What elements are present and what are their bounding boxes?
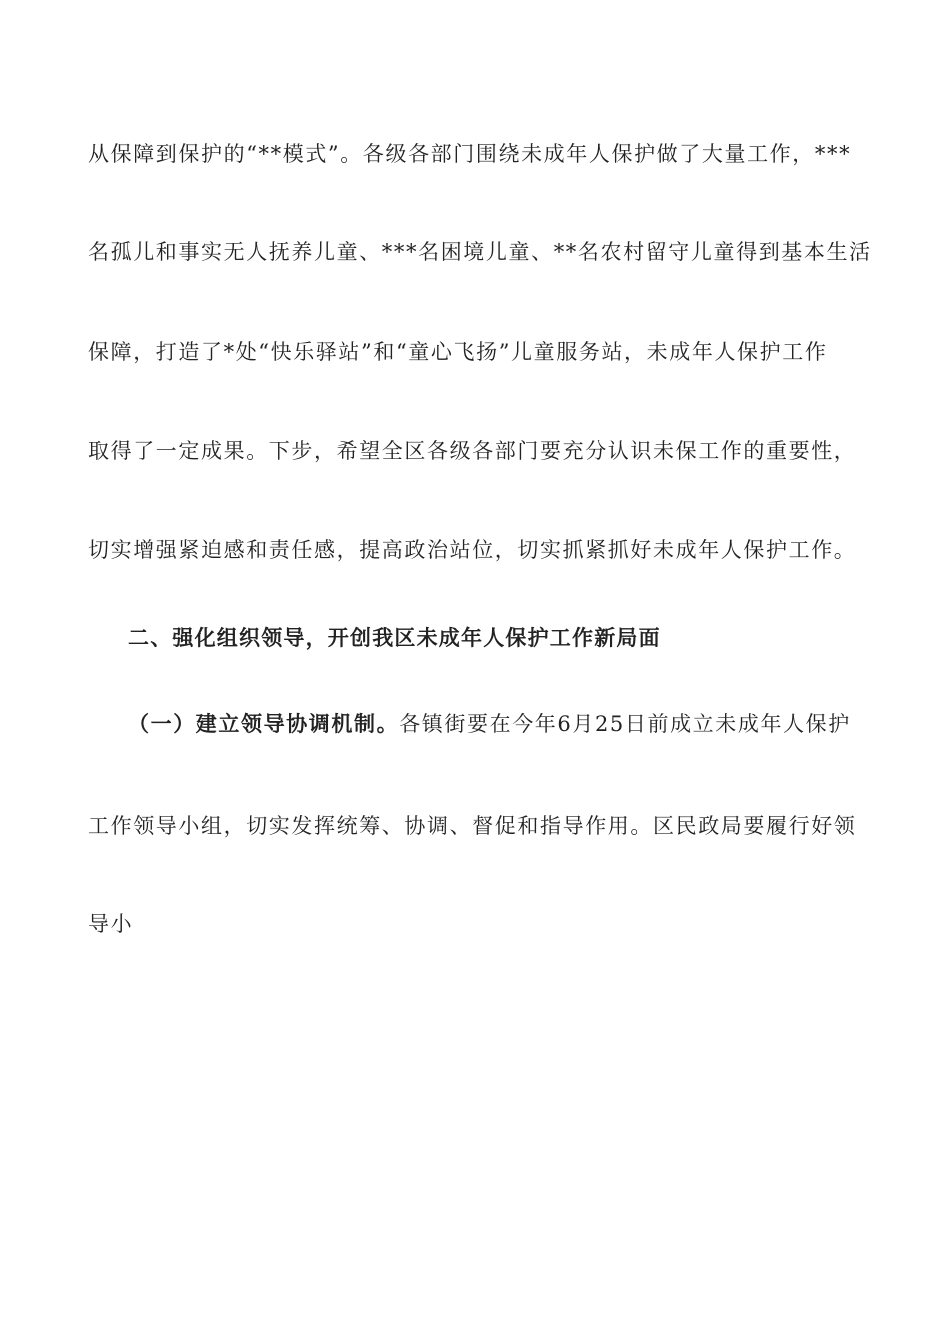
section-heading: 二、强化组织领导，开创我区未成年人保护工作新局面	[128, 625, 661, 650]
paragraph-line-4: 取得了一定成果。下步，希望全区各级各部门要充分认识未保工作的重要性，	[88, 439, 857, 463]
subsection-first-line	[128, 710, 908, 738]
paragraph-line-1: 从保障到保护的“**模式”。各级各部门围绕未成年人保护做了大量工作，***	[88, 142, 852, 166]
subsection-text-start: 各镇街要在今年6月25日前成立未成年人保护	[399, 712, 851, 736]
paragraph-line-5: 切实增强紧迫感和责任感，提高政治站位，切实抓紧抓好未成年人保护工作。	[88, 538, 857, 562]
paragraph-line-3: 保障，打造了*处“快乐驿站”和“童心飞扬”儿童服务站，未成年人保护工作	[88, 340, 828, 364]
subsection-line-2: 工作领导小组，切实发挥统筹、协调、督促和指导作用。区民政局要履行好领	[88, 814, 857, 838]
subsection-title: （一）建立领导协调机制。	[128, 711, 400, 736]
paragraph-line-2: 名孤儿和事实无人抚养儿童、***名困境儿童、**名农村留守儿童得到基本生活	[88, 240, 872, 264]
subsection-line-3: 导小	[88, 912, 134, 936]
